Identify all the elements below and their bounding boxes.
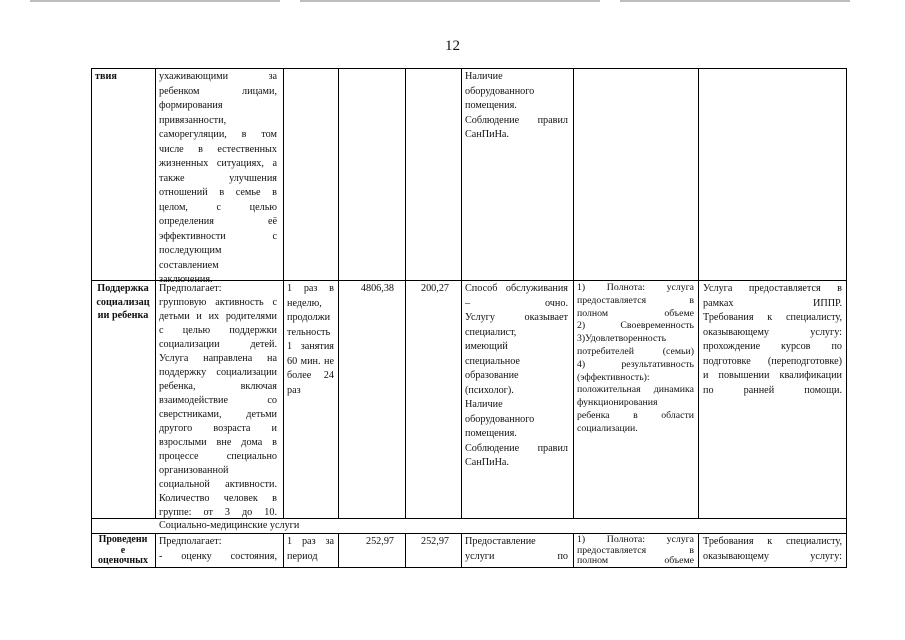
cell-line: оказывающему услугу: (703, 550, 842, 562)
cell-line: оборудованного (465, 413, 535, 425)
cell-line: социализации детей. (159, 339, 277, 350)
cell-line: (психолог). (465, 384, 514, 396)
cell-line: Предполагает: (159, 536, 222, 547)
cell-line: сверстниками, детьми (159, 409, 277, 420)
cell-line: Услуга направлена на (159, 353, 277, 364)
row3-specialist-requirements (703, 535, 842, 564)
cell-line: детьми и их родителями (159, 311, 277, 322)
row2-quality-criteria (577, 282, 694, 436)
cell-line: прохождение курсов по (703, 341, 842, 352)
cell-line: последующим (159, 245, 222, 256)
cell-line: тельность (287, 326, 331, 338)
row3-description (159, 535, 277, 564)
cell-line: оборудованного (465, 85, 535, 97)
cell-line: взрослыми вне дома в (159, 437, 277, 448)
cell-line: специальное (465, 355, 520, 367)
cell-line: услуги по (465, 550, 568, 562)
cell-line: ребенка в области (577, 409, 694, 421)
cell-line: отношений в семье в (159, 187, 277, 198)
cell-line: социальной активности. (159, 479, 277, 490)
cell-line: группе: от 3 до 10. (159, 507, 277, 518)
cell-line: организованной (159, 465, 229, 476)
cell-line: с целью поддержки (159, 325, 277, 336)
row2-conditions (465, 282, 568, 471)
cell-line: ухаживающими за (159, 71, 277, 82)
cell-line: Проведени (98, 535, 148, 545)
cell-line: эффективности с (159, 230, 277, 242)
cell-line: помещения. (465, 100, 517, 111)
page-number: 12 (445, 38, 460, 54)
cell-line: Соблюдение правил (465, 442, 568, 454)
cell-line: 1) Полнота: услуга (577, 535, 694, 545)
cell-line: также улучшения (159, 172, 277, 184)
cell-line: положительная динамика (577, 384, 694, 396)
row3-conditions (465, 535, 568, 564)
cell-line: Количество человек в (159, 493, 277, 504)
cell-line: заключения. (159, 274, 213, 285)
top-rule-middle (300, 0, 600, 2)
cell-line: числе в естественных (159, 143, 277, 155)
cell-line: 1) Полнота: услуга (577, 282, 694, 293)
cell-line: полном объеме (577, 555, 694, 566)
cell-line: Соблюдение правил (465, 114, 568, 126)
cell-line: ии ребенка (97, 310, 149, 321)
cell-line: продолжи (287, 312, 331, 323)
cell-line: 1 занятия (287, 341, 334, 352)
cell-line: – очно. (465, 297, 568, 309)
cell-line: имеющий (465, 341, 508, 352)
cell-line: Наличие (465, 399, 503, 410)
cell-line: 3)Удовлетворенность (577, 333, 667, 345)
cell-line: Требования к специалисту, (703, 536, 842, 547)
section-header: Социально-медицинские услуги (159, 520, 300, 531)
cell-line: Способ обслуживания (465, 283, 568, 294)
cell-line: 60 мин. не (287, 355, 334, 367)
cell-line: СанПиНа. (465, 457, 510, 468)
cell-line: групповую активность с (159, 297, 277, 308)
row3-service-name (93, 535, 153, 567)
cell-line: социализации. (577, 422, 638, 434)
cell-line: полном объеме (577, 307, 694, 319)
row1-service-name: твия (95, 71, 117, 82)
cell-line: Требования к специалисту, (703, 312, 842, 323)
cell-line: определения её (159, 216, 277, 227)
cell-line: составлением (159, 259, 219, 271)
cell-line: оценочных (98, 555, 148, 566)
cell-line: Наличие (465, 71, 503, 82)
cell-line: взаимодействие со (159, 395, 277, 406)
cell-line: предоставляется в (577, 294, 694, 306)
cell-line: Предполагает: (159, 283, 222, 294)
cell-line: предоставляется в (577, 544, 694, 556)
cell-line: социализац (96, 296, 150, 308)
row1-description (159, 70, 277, 288)
cell-line: е (120, 544, 126, 556)
row3-tariff: 252,97 (420, 536, 449, 547)
top-rule-left (30, 0, 280, 2)
cell-line: целом, с целью (159, 201, 277, 213)
cell-line: Поддержка (97, 283, 149, 294)
cell-line: 1 раз в (287, 283, 334, 294)
row2-description (159, 282, 277, 520)
row3-frequency (287, 535, 334, 564)
cell-line: по ранней помощи. (703, 384, 842, 396)
cell-line: образование (465, 370, 519, 381)
cell-line: 1 раз за (287, 536, 334, 547)
row1-conditions (465, 70, 568, 143)
cell-line: помещения. (465, 428, 517, 439)
row3-price: 252,97 (365, 536, 394, 547)
cell-line: саморегуляции, в том (159, 129, 277, 140)
cell-line: потребителей (семьи) (577, 345, 694, 357)
cell-line: функционирования (577, 397, 658, 409)
cell-line: неделю, (287, 297, 322, 309)
cell-line: - оценку состояния, (159, 550, 277, 562)
cell-line: ребенком лицами, (159, 85, 277, 97)
cell-line: привязанности, (159, 114, 227, 126)
cell-line: жизненных ситуациях, а (159, 158, 277, 169)
cell-line: подготовке (переподготовке) (703, 355, 842, 367)
cell-line: специалист, (465, 326, 517, 338)
cell-line: процессе специально (159, 451, 277, 462)
cell-line: 4) результативность (577, 358, 694, 370)
cell-line: (эффективность): (577, 371, 650, 383)
cell-line: 2) Своевременность (577, 320, 694, 332)
cell-line: раз (287, 384, 301, 396)
cell-line: ребенка, включая (159, 381, 277, 392)
cell-line: период (287, 550, 318, 562)
cell-line: рамках ИППР. (703, 297, 842, 309)
cell-line: и повышении квалификации (703, 370, 842, 381)
cell-line: Услуга предоставляется в (703, 283, 842, 294)
row2-specialist-requirements (703, 282, 842, 398)
cell-line: Услугу оказывает (465, 312, 568, 323)
row2-frequency (287, 282, 334, 398)
row3-quality-criteria (577, 535, 694, 567)
cell-line: поддержку социализации (159, 367, 277, 378)
row2-price: 4806,38 (360, 283, 394, 294)
cell-line: более 24 (287, 370, 334, 381)
cell-line: оказывающему услугу: (703, 326, 842, 338)
cell-line: формирования (159, 100, 223, 111)
row2-service-name (93, 282, 153, 323)
cell-line: другого возраста и (159, 423, 277, 434)
row2-tariff: 200,27 (420, 283, 449, 294)
cell-line: Предоставление (465, 536, 536, 547)
cell-line: СанПиНа. (465, 129, 510, 140)
top-rule-right (620, 0, 850, 2)
